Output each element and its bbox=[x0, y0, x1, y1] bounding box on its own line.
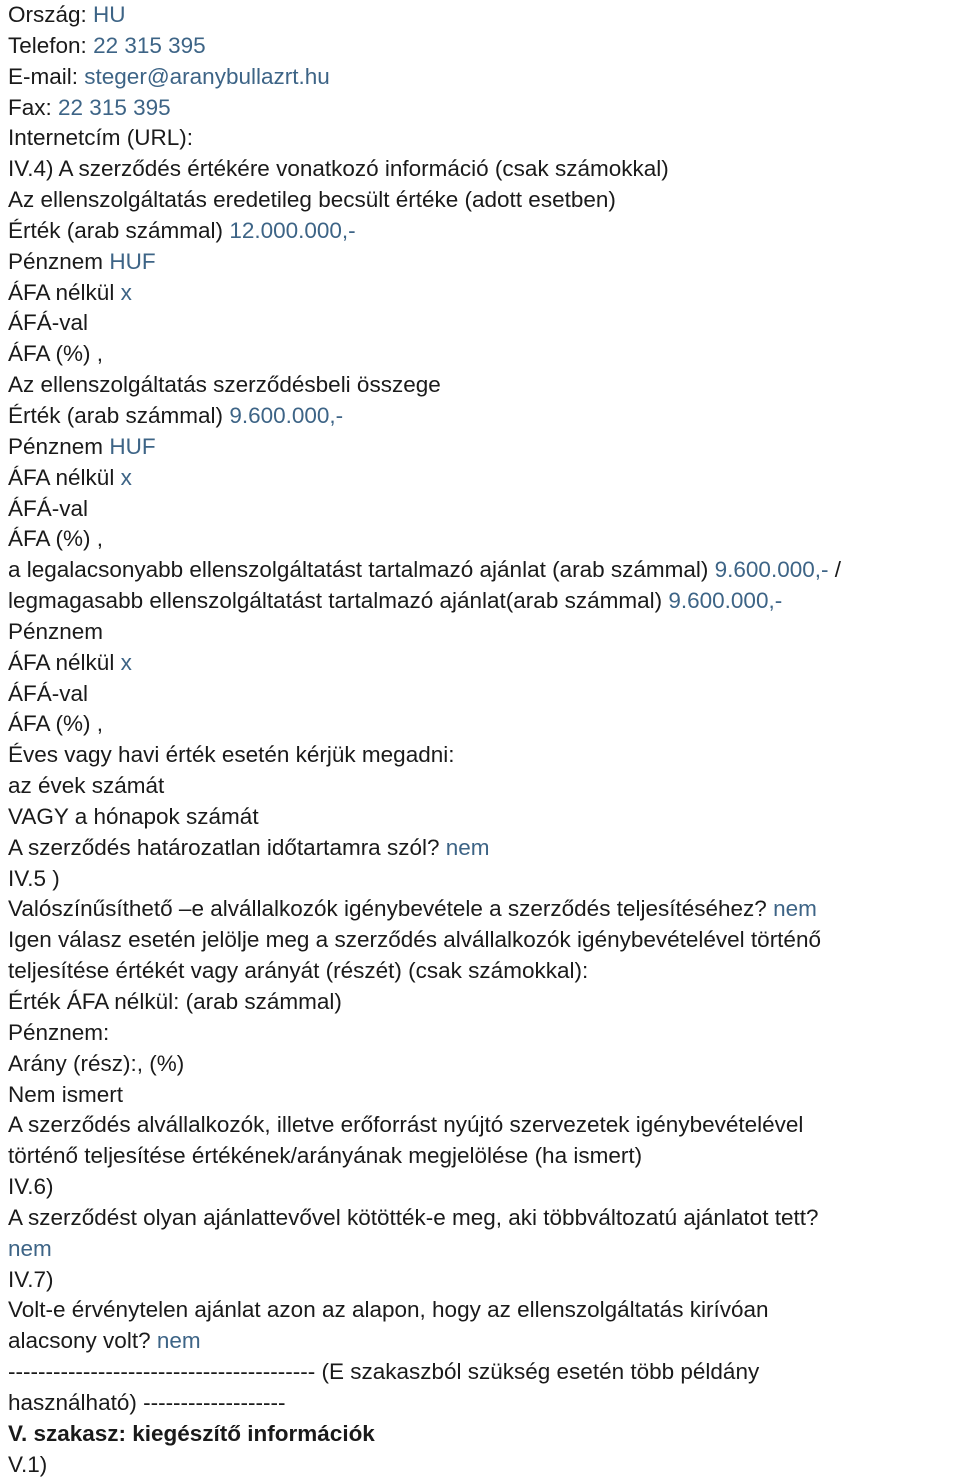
subcontractor-answer: nem bbox=[773, 896, 817, 922]
contract-value-line: Érték (arab számmal) 9.600.000,- bbox=[8, 402, 344, 428]
subcontractor-unknown: Nem ismert bbox=[8, 1081, 124, 1107]
estimated-novat-mark: x bbox=[120, 279, 132, 305]
v1-heading: V.1) bbox=[8, 1451, 48, 1477]
period-years: az évek számát bbox=[8, 773, 165, 799]
subcontractor-instr-2: teljesítése értékét vagy arányát (részét) (csak számokkal): bbox=[8, 958, 589, 984]
indefinite-answer: nem bbox=[445, 834, 490, 860]
range-vatpct-line: ÁFA (%) , bbox=[8, 711, 104, 737]
lowest-offer-value: 9.600.000,- bbox=[714, 557, 829, 583]
contract-currency-line: Pénznem HUF bbox=[8, 433, 156, 459]
variant-question: A szerződést olyan ajánlattevővel kötötték-e meg, aki többváltozatú ajánlatot tett? bbox=[8, 1204, 819, 1230]
separator-line-2: használható) ------------------- bbox=[8, 1389, 286, 1415]
contract-title: Az ellenszolgáltatás szerződésbeli összege bbox=[8, 372, 441, 398]
iv5-heading: IV.5 ) bbox=[8, 865, 60, 891]
highest-offer-line: legmagasabb ellenszolgáltatást tartalmazó ajánlat(arab számmal) 9.600.000,- bbox=[8, 588, 783, 614]
subcontractor-sub-2: történő teljesítése értékének/arányának megjelölése (ha ismert) bbox=[8, 1143, 643, 1169]
phone-value: 22 315 395 bbox=[93, 32, 206, 58]
variant-answer: nem bbox=[8, 1235, 52, 1261]
phone-label: Telefon: bbox=[8, 32, 87, 58]
fax-label: Fax: bbox=[8, 94, 52, 120]
iv6-heading: IV.6) bbox=[8, 1174, 54, 1200]
highest-offer-value: 9.600.000,- bbox=[668, 588, 783, 614]
period-months: VAGY a hónapok számát bbox=[8, 803, 259, 829]
lowprice-question-2-line: alacsony volt? nem bbox=[8, 1328, 201, 1354]
lowprice-answer: nem bbox=[156, 1328, 201, 1354]
estimated-value: 12.000.000,- bbox=[229, 217, 356, 243]
phone-line bbox=[8, 31, 952, 62]
subcontractor-value-label: Érték ÁFA nélkül: (arab számmal) bbox=[8, 989, 342, 1014]
estimated-currency-line: Pénznem HUF bbox=[8, 248, 156, 274]
range-novat-mark: x bbox=[120, 649, 132, 675]
country-line bbox=[8, 0, 952, 31]
contract-value: 9.600.000,- bbox=[229, 402, 344, 428]
contract-currency: HUF bbox=[109, 433, 156, 459]
indefinite-line: A szerződés határozatlan időtartamra szól? nem bbox=[8, 834, 490, 860]
range-novat-line: ÁFA nélkül x bbox=[8, 649, 132, 675]
lowprice-question-1: Volt-e érvénytelen ajánlat azon az alapon, hogy az ellenszolgáltatás kirívóan bbox=[8, 1297, 769, 1323]
iv7-heading: IV.7) bbox=[8, 1266, 54, 1292]
estimated-vatpct-line: ÁFA (%) , bbox=[8, 341, 104, 367]
email-value: steger@aranybullazrt.hu bbox=[84, 63, 330, 89]
subcontractor-sub-1: A szerződés alvállalkozók, illetve erőforrást nyújtó szervezetek igénybevételével bbox=[8, 1112, 804, 1138]
estimated-title: Az ellenszolgáltatás eredetileg becsült értéke (adott esetben) bbox=[8, 187, 616, 213]
range-currency-line: Pénznem bbox=[8, 618, 104, 644]
email-label: E-mail: bbox=[8, 63, 79, 89]
contract-novat-line: ÁFA nélkül x bbox=[8, 464, 132, 490]
country-label: Ország: bbox=[8, 2, 87, 27]
contract-novat-mark: x bbox=[120, 464, 132, 490]
url-line bbox=[8, 123, 952, 154]
contract-vatpct-line: ÁFA (%) , bbox=[8, 526, 104, 552]
estimated-value-line: Érték (arab számmal) 12.000.000,- bbox=[8, 217, 356, 243]
section-v-title: V. szakasz: kiegészítő információk bbox=[8, 1420, 375, 1446]
iv4-heading: IV.4) A szerződés értékére vonatkozó információ (csak számokkal) bbox=[8, 156, 669, 182]
email-line bbox=[8, 62, 952, 93]
subcontractor-currency-label: Pénznem: bbox=[8, 1019, 110, 1045]
fax-line bbox=[8, 93, 952, 124]
fax-value: 22 315 395 bbox=[58, 94, 171, 120]
country-value: HU bbox=[93, 2, 126, 27]
estimated-currency: HUF bbox=[109, 248, 156, 274]
subcontractor-instr-1: Igen válasz esetén jelölje meg a szerződés alvállalkozók igénybevételével történő bbox=[8, 927, 821, 953]
estimated-novat-line: ÁFA nélkül x bbox=[8, 279, 132, 305]
estimated-withvat-line: ÁFÁ-val bbox=[8, 310, 89, 336]
contract-withvat-line: ÁFÁ-val bbox=[8, 495, 89, 521]
range-withvat-line: ÁFÁ-val bbox=[8, 680, 89, 706]
subcontractor-question-line: Valószínűsíthető –e alvállalkozók igénybevétele a szerződés teljesítéséhez? nem bbox=[8, 896, 817, 922]
subcontractor-ratio-label: Arány (rész):, (%) bbox=[8, 1050, 185, 1076]
url-label: Internetcím (URL): bbox=[8, 125, 194, 151]
lowest-offer-line: a legalacsonyabb ellenszolgáltatást tartalmazó ajánlat (arab számmal) 9.600.000,- / bbox=[8, 557, 842, 583]
period-prompt: Éves vagy havi érték esetén kérjük megadni: bbox=[8, 742, 455, 768]
separator-line-1: ----------------------------------------- (E szakaszból szükség esetén több példány bbox=[8, 1359, 760, 1385]
